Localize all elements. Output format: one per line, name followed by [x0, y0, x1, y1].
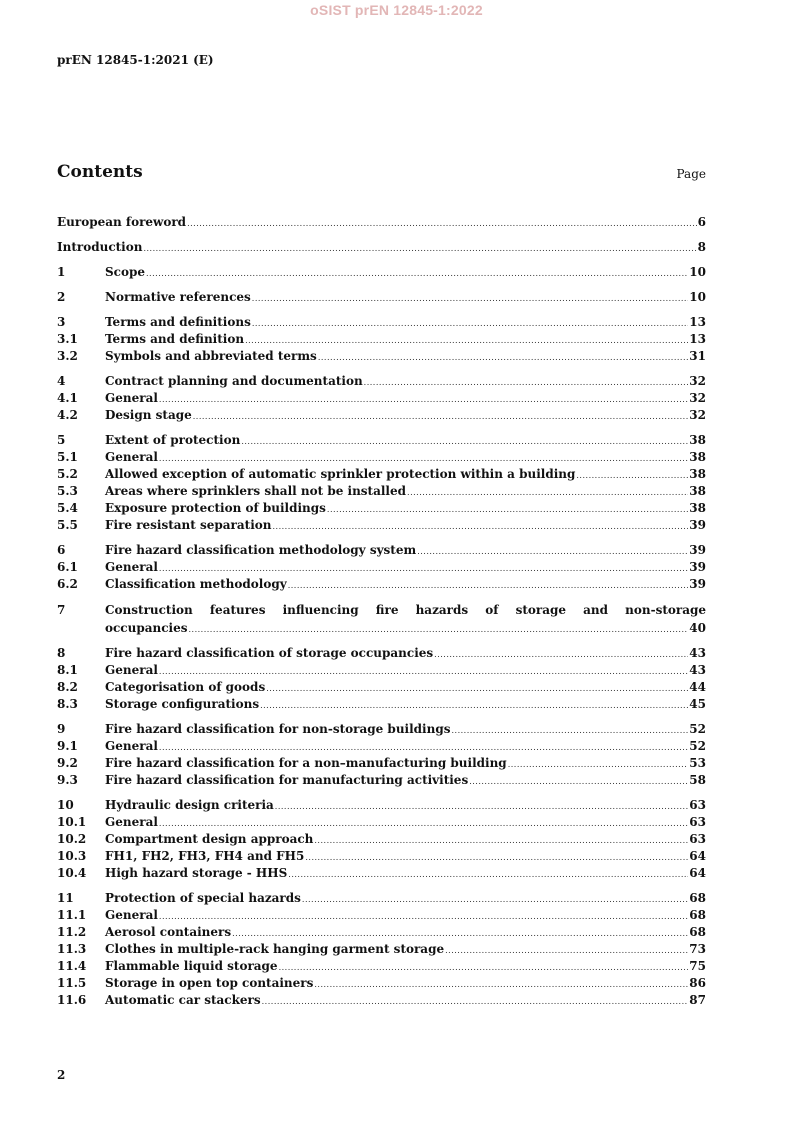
toc-entry[interactable] — [57, 831, 706, 848]
toc-entry-number: 11.1 — [57, 908, 87, 922]
toc-group — [57, 214, 706, 231]
dot-leader — [364, 374, 689, 391]
toc-entry-page: 38 — [689, 501, 706, 515]
toc-entry-page: 40 — [689, 621, 706, 635]
toc-entry[interactable] — [57, 645, 706, 662]
toc-entry-number: 10.2 — [57, 832, 87, 846]
toc-entry-title: Compartment design approach — [105, 832, 314, 846]
toc-entry-title: Classification methodology — [105, 577, 287, 591]
toc-entry-title: Introduction — [57, 240, 143, 254]
dot-leader — [327, 501, 688, 518]
toc-group — [57, 601, 706, 637]
toc-entry-number: 11.4 — [57, 959, 87, 973]
toc-entry[interactable] — [57, 958, 706, 975]
dot-leader — [193, 408, 689, 425]
toc-entry-title: FH1, FH2, FH3, FH4 and FH5 — [105, 849, 305, 863]
toc-entry-title: Construction features influencing fire hazards of storage and non-storage — [105, 603, 706, 617]
toc-entry[interactable] — [57, 432, 706, 449]
toc-entry-number: 9.1 — [57, 739, 78, 753]
toc-entry[interactable] — [57, 772, 706, 789]
toc-entry-page: 68 — [689, 925, 706, 939]
toc-entry-title: Normative references — [105, 290, 251, 304]
dot-leader — [279, 959, 689, 976]
toc-entry-page: 39 — [689, 543, 706, 557]
toc-entry[interactable] — [57, 449, 706, 466]
toc-entry-page: 6 — [697, 215, 706, 229]
toc-entry-page: 31 — [689, 349, 706, 363]
toc-entry[interactable] — [57, 907, 706, 924]
toc-entry[interactable] — [57, 289, 706, 306]
table-of-contents — [57, 214, 706, 1017]
dot-leader — [266, 680, 688, 697]
toc-entry-title: High hazard storage - HHS — [105, 866, 288, 880]
dot-leader — [314, 976, 688, 993]
toc-entry-page: 38 — [689, 484, 706, 498]
toc-entry-page: 73 — [689, 942, 706, 956]
toc-entry[interactable] — [57, 865, 706, 882]
toc-group — [57, 542, 706, 593]
dot-leader — [288, 866, 688, 883]
toc-entry[interactable] — [57, 239, 706, 256]
toc-entry[interactable] — [57, 214, 706, 231]
toc-entry-number: 2 — [57, 290, 66, 304]
toc-entry-number: 4.1 — [57, 391, 78, 405]
toc-entry-number: 3 — [57, 315, 66, 329]
toc-entry-title: General — [105, 815, 158, 829]
toc-entry-page: 39 — [689, 577, 706, 591]
toc-entry-title: Hydraulic design criteria — [105, 798, 274, 812]
toc-entry[interactable] — [57, 662, 706, 679]
dot-leader — [262, 993, 689, 1010]
toc-entry-title: Terms and definitions — [105, 315, 251, 329]
toc-entry[interactable] — [57, 466, 706, 483]
toc-group — [57, 797, 706, 882]
toc-entry-number: 10.4 — [57, 866, 87, 880]
dot-leader — [159, 663, 688, 680]
toc-entry-title: Fire hazard classification methodology system — [105, 543, 417, 557]
toc-entry-number: 9 — [57, 722, 66, 736]
toc-entry-page: 13 — [689, 332, 706, 346]
toc-entry-page: 52 — [689, 722, 706, 736]
toc-entry[interactable] — [57, 755, 706, 772]
toc-entry[interactable] — [57, 941, 706, 958]
toc-group — [57, 289, 706, 306]
dot-leader — [305, 849, 688, 866]
toc-entry-title: Fire hazard classification for non-storage buildings — [105, 722, 451, 736]
toc-entry-number: 11.6 — [57, 993, 87, 1007]
toc-group — [57, 314, 706, 365]
toc-entry-title: Exposure protection of buildings — [105, 501, 326, 515]
toc-entry-number: 1 — [57, 265, 66, 279]
toc-entry-page: 10 — [689, 265, 706, 279]
toc-entry-number: 9.2 — [57, 756, 78, 770]
toc-group — [57, 264, 706, 281]
toc-entry-number: 11.3 — [57, 942, 87, 956]
toc-entry-page: 53 — [689, 756, 706, 770]
toc-entry-number: 8 — [57, 646, 66, 660]
toc-group — [57, 645, 706, 713]
document-identifier: prEN 12845-1:2021 (E) — [57, 53, 214, 67]
toc-entry-page: 63 — [689, 832, 706, 846]
toc-entry[interactable] — [57, 848, 706, 865]
dot-leader — [318, 349, 688, 366]
toc-group — [57, 721, 706, 789]
toc-entry-page: 68 — [689, 908, 706, 922]
toc-entry-page: 38 — [689, 467, 706, 481]
toc-entry-title: Scope — [105, 265, 146, 279]
dot-leader — [241, 433, 688, 450]
toc-entry[interactable] — [57, 348, 706, 365]
toc-entry-title: Fire resistant separation — [105, 518, 272, 532]
toc-entry-number: 3.1 — [57, 332, 78, 346]
page-column-label: Page — [676, 167, 706, 181]
toc-entry[interactable] — [57, 500, 706, 517]
toc-entry-title: Extent of protection — [105, 433, 241, 447]
toc-entry-page: 43 — [689, 646, 706, 660]
dot-leader — [275, 798, 689, 815]
toc-heading — [57, 162, 706, 186]
toc-entry-number: 7 — [57, 603, 66, 617]
toc-entry-page: 63 — [689, 798, 706, 812]
toc-entry-number: 10.1 — [57, 815, 87, 829]
toc-entry-page: 75 — [689, 959, 706, 973]
dot-leader — [159, 908, 688, 925]
toc-entry-page: 87 — [689, 993, 706, 1007]
toc-entry[interactable] — [57, 542, 706, 559]
toc-entry-number: 8.2 — [57, 680, 78, 694]
toc-entry[interactable] — [57, 696, 706, 713]
dot-leader — [159, 815, 688, 832]
toc-entry-number: 11.5 — [57, 976, 87, 990]
toc-entry[interactable] — [57, 517, 706, 534]
toc-entry-title: Categorisation of goods — [105, 680, 266, 694]
toc-entry-page: 43 — [689, 663, 706, 677]
dot-leader — [187, 215, 697, 232]
toc-entry[interactable] — [57, 679, 706, 696]
toc-entry-number: 5 — [57, 433, 66, 447]
toc-entry-title: Storage configurations — [105, 697, 260, 711]
toc-entry-number: 5.4 — [57, 501, 78, 515]
dot-leader — [189, 621, 689, 638]
toc-entry[interactable] — [57, 924, 706, 941]
toc-entry-number: 5.3 — [57, 484, 78, 498]
toc-entry-number: 9.3 — [57, 773, 78, 787]
toc-entry-page: 63 — [689, 815, 706, 829]
toc-entry[interactable] — [57, 576, 706, 593]
toc-entry-title: General — [105, 391, 158, 405]
toc-entry-title: General — [105, 908, 158, 922]
toc-entry-continuation[interactable] — [57, 620, 706, 637]
dot-leader — [302, 891, 688, 908]
dot-leader — [434, 646, 688, 663]
dot-leader — [159, 391, 688, 408]
toc-entry-title: General — [105, 739, 158, 753]
toc-entry[interactable] — [57, 721, 706, 738]
toc-entry-title: Automatic car stackers — [105, 993, 261, 1007]
toc-entry-title: Protection of special hazards — [105, 891, 301, 905]
toc-entry[interactable] — [57, 407, 706, 424]
toc-entry[interactable] — [57, 331, 706, 348]
dot-leader — [252, 290, 689, 307]
toc-entry-page: 13 — [689, 315, 706, 329]
toc-entry-number: 6 — [57, 543, 66, 557]
toc-entry-title: Terms and definition — [105, 332, 245, 346]
dot-leader — [260, 697, 688, 714]
toc-entry[interactable] — [57, 738, 706, 755]
toc-entry-title: Fire hazard classification of storage occupancies — [105, 646, 434, 660]
toc-entry-page: 64 — [689, 849, 706, 863]
dot-leader — [143, 240, 696, 257]
watermark: oSIST prEN 12845-1:2022 — [310, 2, 483, 18]
toc-entry-title: Allowed exception of automatic sprinkler protection within a building — [105, 467, 576, 481]
toc-entry-page: 32 — [689, 408, 706, 422]
dot-leader — [314, 832, 688, 849]
toc-entry-title: Design stage — [105, 408, 192, 422]
toc-entry[interactable] — [57, 264, 706, 281]
toc-entry[interactable] — [57, 314, 706, 331]
toc-entry-number: 5.2 — [57, 467, 78, 481]
toc-entry-page: 10 — [689, 290, 706, 304]
toc-entry[interactable] — [57, 390, 706, 407]
toc-entry-number: 5.1 — [57, 450, 78, 464]
toc-entry-title: Fire hazard classification for manufacturing activities — [105, 773, 469, 787]
toc-entry-title: General — [105, 450, 158, 464]
toc-entry-title: Symbols and abbreviated terms — [105, 349, 317, 363]
toc-group — [57, 373, 706, 424]
toc-entry-title: General — [105, 663, 158, 677]
toc-entry[interactable] — [57, 559, 706, 576]
toc-entry-number: 11 — [57, 891, 74, 905]
toc-entry-title: General — [105, 560, 158, 574]
toc-entry-page: 32 — [689, 391, 706, 405]
toc-entry[interactable] — [57, 890, 706, 907]
dot-leader — [159, 560, 688, 577]
dot-leader — [288, 577, 689, 594]
toc-group — [57, 890, 706, 1009]
toc-group — [57, 432, 706, 534]
toc-entry-title: Contract planning and documentation — [105, 374, 363, 388]
toc-entry-title: Aerosol containers — [105, 925, 232, 939]
toc-entry-page: 52 — [689, 739, 706, 753]
toc-entry[interactable] — [57, 483, 706, 500]
toc-entry-number: 3.2 — [57, 349, 78, 363]
toc-entry-number: 6.2 — [57, 577, 78, 591]
toc-entry-number: 11.2 — [57, 925, 87, 939]
toc-entry-title: Fire hazard classification for a non–manufacturing building — [105, 756, 507, 770]
toc-entry-page: 58 — [689, 773, 706, 787]
toc-entry-number: 8.3 — [57, 697, 78, 711]
dot-leader — [159, 450, 688, 467]
toc-entry-title: Storage in open top containers — [105, 976, 314, 990]
toc-entry[interactable] — [57, 975, 706, 992]
toc-entry-page: 38 — [689, 450, 706, 464]
toc-entry-number: 5.5 — [57, 518, 78, 532]
toc-entry-number: 10 — [57, 798, 74, 812]
dot-leader — [469, 773, 688, 790]
dot-leader — [273, 518, 689, 535]
dot-leader — [407, 484, 688, 501]
dot-leader — [417, 543, 688, 560]
toc-entry-title: European foreword — [57, 215, 187, 229]
toc-entry-page: 64 — [689, 866, 706, 880]
toc-entry-page: 39 — [689, 518, 706, 532]
toc-entry-title: Areas where sprinklers shall not be installed — [105, 484, 407, 498]
toc-entry-page: 44 — [689, 680, 706, 694]
toc-entry[interactable] — [57, 373, 706, 390]
dot-leader — [245, 332, 688, 349]
toc-entry[interactable] — [57, 992, 706, 1009]
toc-entry-title-continued: occupancies — [105, 621, 188, 635]
toc-entry-number: 8.1 — [57, 663, 78, 677]
toc-group — [57, 239, 706, 256]
toc-entry-title: Flammable liquid storage — [105, 959, 278, 973]
dot-leader — [232, 925, 688, 942]
dot-leader — [451, 722, 688, 739]
toc-entry-page: 86 — [689, 976, 706, 990]
toc-title: Contents — [57, 162, 143, 182]
dot-leader — [252, 315, 688, 332]
toc-entry-page: 38 — [689, 433, 706, 447]
toc-entry-number: 4.2 — [57, 408, 78, 422]
page-number: 2 — [57, 1068, 66, 1082]
toc-entry[interactable] — [57, 797, 706, 814]
dot-leader — [146, 265, 688, 282]
toc-entry[interactable] — [57, 814, 706, 831]
toc-entry-number: 6.1 — [57, 560, 78, 574]
toc-entry-page: 8 — [697, 240, 706, 254]
dot-leader — [159, 739, 688, 756]
toc-entry-page: 45 — [689, 697, 706, 711]
toc-entry-page: 39 — [689, 560, 706, 574]
toc-entry[interactable] — [57, 601, 706, 620]
toc-entry-page: 32 — [689, 374, 706, 388]
toc-entry-page: 68 — [689, 891, 706, 905]
dot-leader — [445, 942, 688, 959]
toc-entry-number: 4 — [57, 374, 66, 388]
toc-entry-title: Clothes in multiple-rack hanging garment storage — [105, 942, 445, 956]
dot-leader — [576, 467, 688, 484]
dot-leader — [508, 756, 689, 773]
toc-entry-number: 10.3 — [57, 849, 87, 863]
